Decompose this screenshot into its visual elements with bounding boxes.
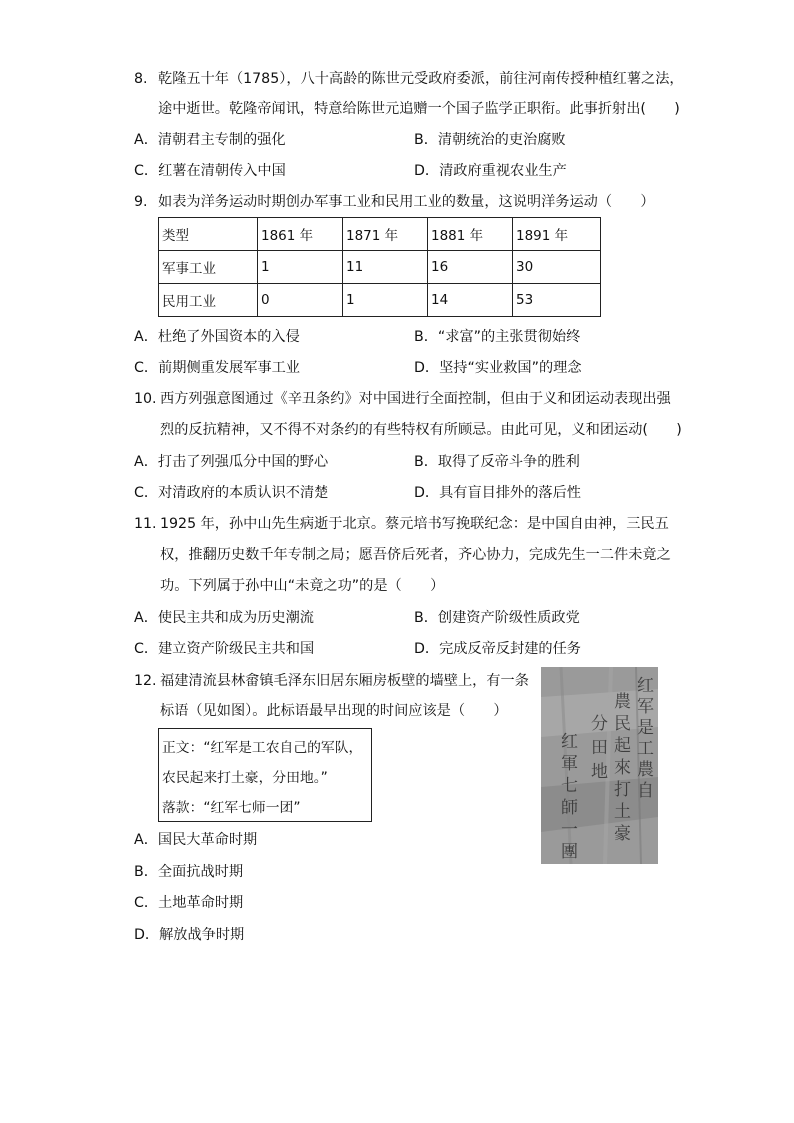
- table-header-cell: 类型: [159, 218, 258, 251]
- q10-stem-line2: 烈的反抗精神，又不得不对条约的有些特权有所顾忌。由此可见，义和团运动( ): [160, 422, 682, 438]
- q12-option-b[interactable]: B．全面抗战时期: [134, 864, 244, 880]
- industry-table: [158, 217, 601, 317]
- slogan-photo: [541, 667, 658, 864]
- q11-option-b[interactable]: B．创建资产阶级性质政党: [414, 610, 580, 626]
- q9-option-d[interactable]: D．坚持“实业救国”的理念: [414, 360, 582, 376]
- q8-option-d[interactable]: D．清政府重视农业生产: [414, 163, 567, 179]
- q10-stem-line1: 西方列强意图通过《辛丑条约》对中国进行全面控制，但由于义和团运动表现出强: [160, 391, 671, 407]
- table-cell: 30: [513, 251, 601, 284]
- table-row: [159, 284, 601, 317]
- q9-number: 9.: [134, 194, 148, 210]
- q11-stem-line1: 1925 年，孙中山先生病逝于北京。蔡元培书写挽联纪念：是中国自由神，三民五: [160, 516, 669, 532]
- q12-option-a[interactable]: A．国民大革命时期: [134, 832, 258, 848]
- table-cell: 16: [428, 251, 513, 284]
- table-cell: 11: [343, 251, 428, 284]
- q10-option-a[interactable]: A．打击了列强瓜分中国的野心: [134, 454, 329, 470]
- q11-option-d[interactable]: D．完成反帝反封建的任务: [414, 641, 581, 657]
- table-cell: 0: [258, 284, 343, 317]
- slogan-signature: 落款：“红军七师一团”: [162, 800, 301, 816]
- q11-stem-line2: 权，推翻历史数千年专制之局；愿吾侪后死者，齐心协力，完成先生一二件未竟之: [160, 547, 671, 563]
- slogan-text-line1: 正文：“红军是工农自己的军队，: [162, 740, 363, 756]
- q10-option-d[interactable]: D．具有盲目排外的落后性: [414, 485, 581, 501]
- table-row: [159, 251, 601, 284]
- table-header-cell: 1871 年: [343, 218, 428, 251]
- q11-stem-line3: 功。下列属于孙中山“未竟之功”的是（ ）: [160, 578, 445, 594]
- slogan-photo-texture: [541, 667, 658, 864]
- q10-option-c[interactable]: C．对清政府的本质认识不清楚: [134, 485, 329, 501]
- table-cell: 军事工业: [159, 251, 258, 284]
- q12-option-c[interactable]: C．土地革命时期: [134, 895, 244, 911]
- table-cell: 1: [258, 251, 343, 284]
- photo-column-3: 分田地: [591, 714, 608, 782]
- q10-option-b[interactable]: B．取得了反帝斗争的胜利: [414, 454, 580, 470]
- q8-option-a[interactable]: A．清朝君主专制的强化: [134, 132, 286, 148]
- q12-number: 12.: [134, 673, 157, 689]
- q11-option-c[interactable]: C．建立资产阶级民主共和国: [134, 641, 315, 657]
- q8-option-c[interactable]: C．红薯在清朝传入中国: [134, 163, 286, 179]
- photo-column-1: 红军是工農自: [637, 676, 654, 801]
- q11-number: 11.: [134, 516, 157, 532]
- q8-number: 8.: [134, 71, 148, 87]
- photo-column-2: 農民起來打土豪: [614, 692, 631, 844]
- table-header-row: [159, 218, 601, 251]
- table-header-cell: 1891 年: [513, 218, 601, 251]
- table-cell: 53: [513, 284, 601, 317]
- q8-option-b[interactable]: B．清朝统治的吏治腐败: [414, 132, 566, 148]
- q12-option-d[interactable]: D．解放战争时期: [134, 927, 245, 943]
- q9-option-a[interactable]: A．杜绝了外国资本的入侵: [134, 329, 300, 345]
- q11-option-a[interactable]: A．使民主共和成为历史潮流: [134, 610, 314, 626]
- q9-option-b[interactable]: B．“求富”的主张贯彻始终: [414, 329, 581, 345]
- q10-number: 10.: [134, 391, 157, 407]
- table-cell: 14: [428, 284, 513, 317]
- q9-option-c[interactable]: C．前期侧重发展军事工业: [134, 360, 300, 376]
- q9-stem-line1: 如表为洋务运动时期创办军事工业和民用工业的数量，这说明洋务运动（ ）: [158, 194, 655, 210]
- table-header-cell: 1881 年: [428, 218, 513, 251]
- table-cell: 1: [343, 284, 428, 317]
- q12-stem-line1: 福建清流县林畲镇毛泽东旧居东厢房板壁的墙壁上，有一条: [160, 673, 529, 689]
- q8-stem-line1: 乾隆五十年（1785），八十高龄的陈世元受政府委派，前往河南传授种植红薯之法，: [158, 71, 684, 87]
- q12-stem-line2: 标语（见如图）。此标语最早出现的时间应该是（ ）: [160, 703, 508, 719]
- photo-column-4: 红軍七師一團: [561, 732, 578, 862]
- slogan-quote-box: [158, 728, 372, 822]
- slogan-text-line2: 农民起来打土豪，分田地。”: [162, 770, 328, 786]
- q8-stem-line2: 途中逝世。乾隆帝闻讯，特意给陈世元追赠一个国子监学正职衔。此事折射出( ): [158, 101, 680, 117]
- table-header-cell: 1861 年: [258, 218, 343, 251]
- table-cell: 民用工业: [159, 284, 258, 317]
